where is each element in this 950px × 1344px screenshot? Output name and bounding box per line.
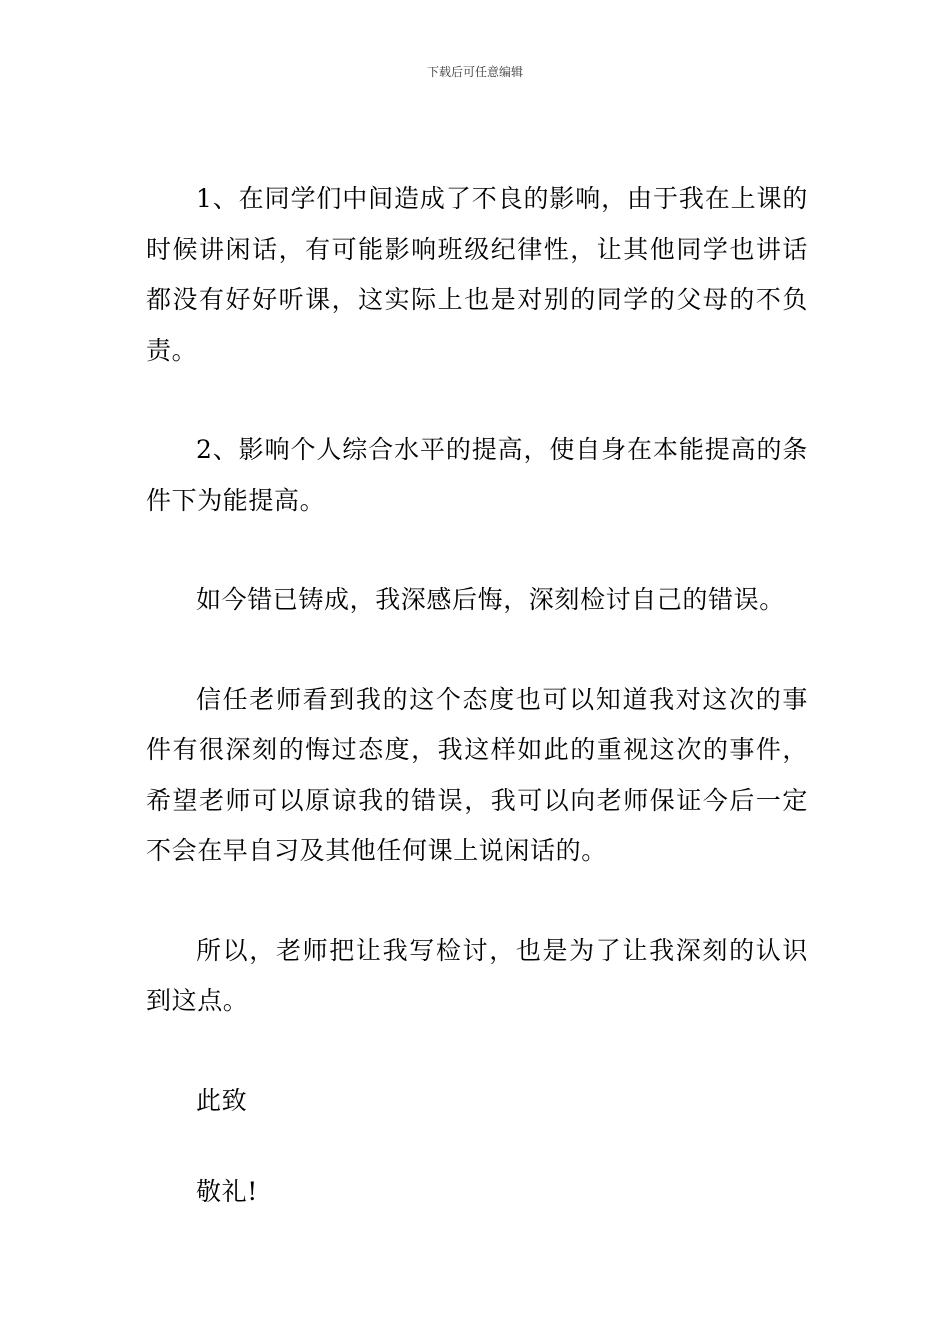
page-header: 下载后可任意编辑 bbox=[426, 65, 523, 79]
paragraph-2: 2、影响个人综合水平的提高，使自身在本能提高的条件下为能提高。 bbox=[146, 435, 808, 515]
paragraph-5: 所以，老师把让我写检讨，也是为了让我深刻的认识到这点。 bbox=[146, 935, 808, 1015]
closing-salutation: 此致 bbox=[196, 1085, 248, 1115]
closing-regards: 敬礼! bbox=[196, 1177, 258, 1206]
paragraph-1: 1、在同学们中间造成了不良的影响，由于我在上课的时候讲闲话，有可能影响班级纪律性，让其他同学也讲话都没有好好听课，这实际上也是对别的同学的父母的不负责。 bbox=[146, 184, 808, 365]
paragraph-4: 信任老师看到我的这个态度也可以知道我对这次的事件有很深刻的悔过态度，我这样如此的重视这次的事件，希望老师可以原谅我的错误，我可以向老师保证今后一定不会在早自习及其他任何课上说闲话的。 bbox=[146, 684, 808, 865]
document-body bbox=[146, 174, 808, 1259]
paragraph-3: 如今错已铸成，我深感后悔，深刻检讨自己的错误。 bbox=[196, 585, 785, 614]
